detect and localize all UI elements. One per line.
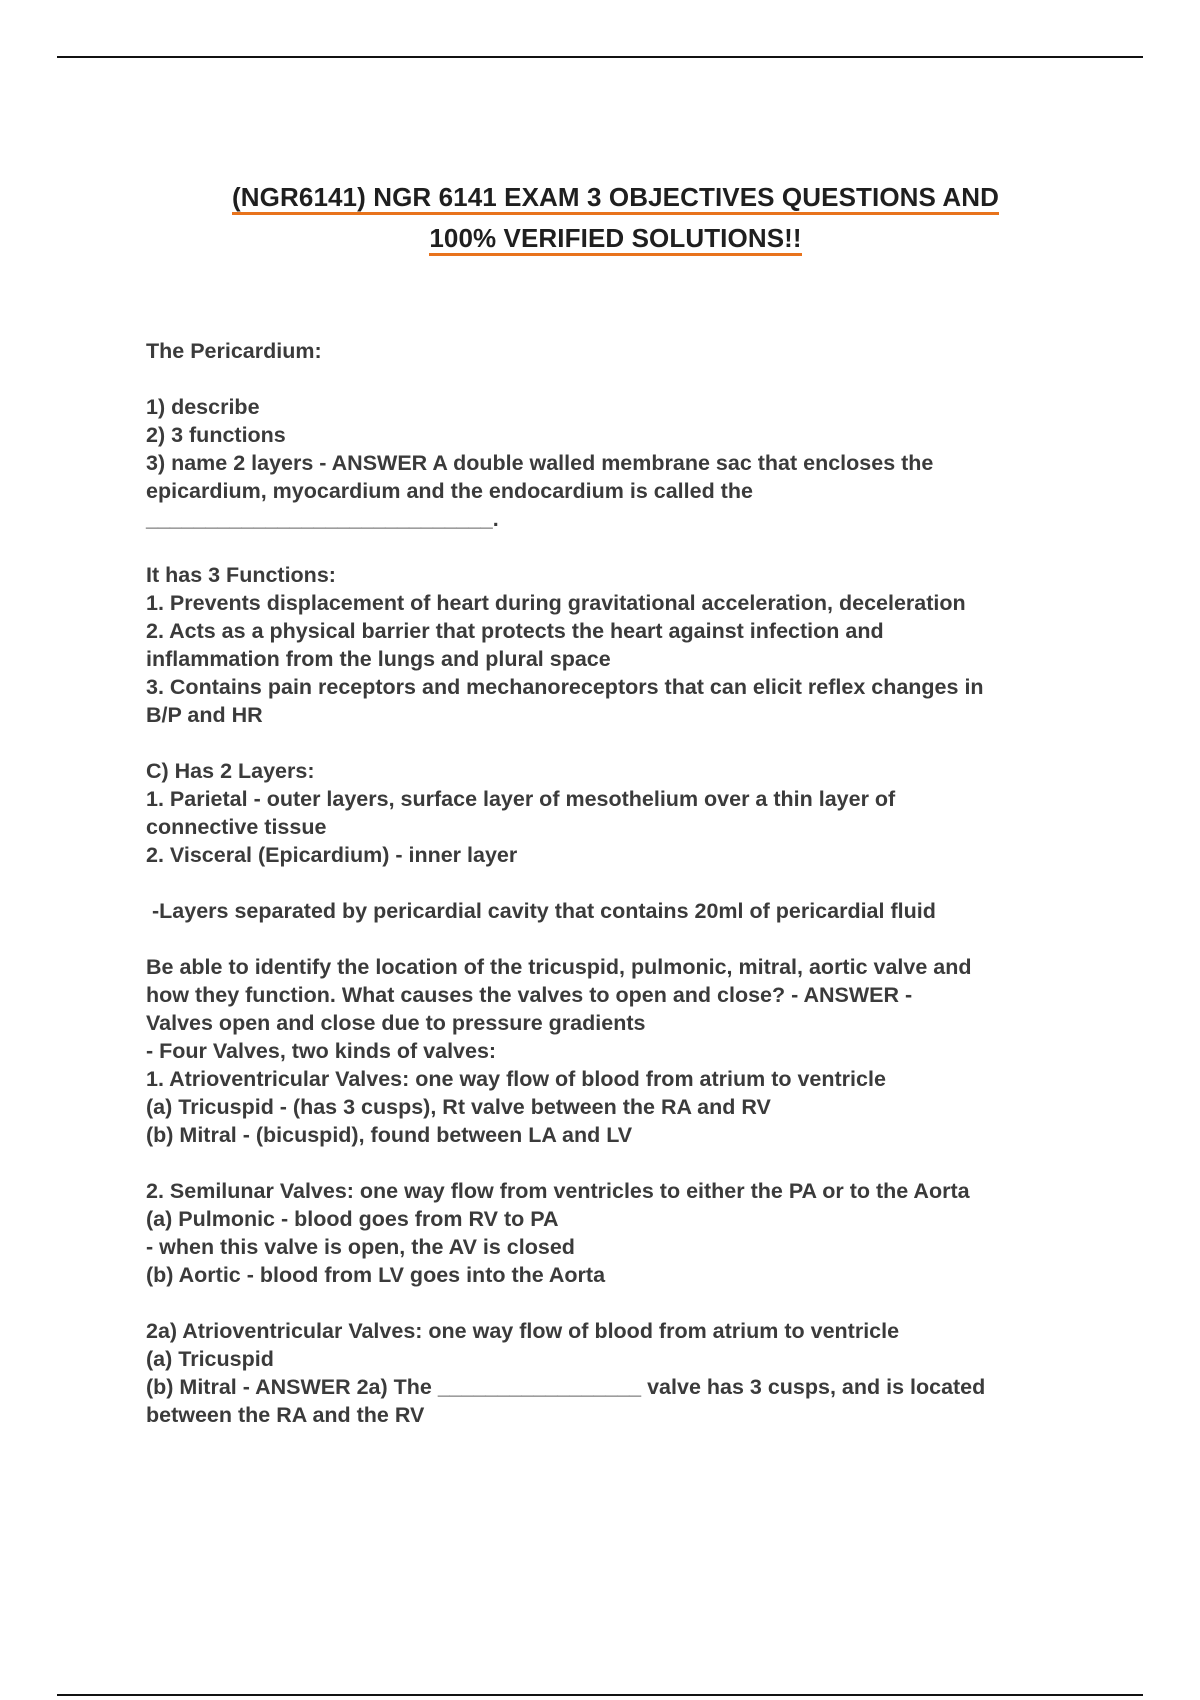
top-rule <box>57 56 1143 58</box>
title-line-1: (NGR6141) NGR 6141 EXAM 3 OBJECTIVES QUESTIONS AND <box>232 182 999 215</box>
text-line: (a) Tricuspid <box>146 1347 274 1371</box>
text-line: -Layers separated by pericardial cavity that contains 20ml of pericardial fluid <box>152 899 936 923</box>
text-line: (b) Aortic - blood from LV goes into the Aorta <box>146 1263 606 1287</box>
document-title <box>120 177 1111 259</box>
paragraph-valves-question <box>146 953 1146 1149</box>
text-line: Be able to identify the location of the tricuspid, pulmonic, mitral, aortic valve and <box>146 955 972 979</box>
paragraph-question-2a <box>146 1317 1146 1429</box>
text-line: 3. Contains pain receptors and mechanoreceptors that can elicit reflex changes in <box>146 675 984 699</box>
paragraph-functions <box>146 561 1146 729</box>
text-line: 2. Semilunar Valves: one way flow from ventricles to either the PA or to the Aorta <box>146 1179 970 1203</box>
text-line: The Pericardium: <box>146 339 322 363</box>
text-line: 2. Acts as a physical barrier that protects the heart against infection and <box>146 619 884 643</box>
text-line: (b) Mitral - ANSWER 2a) The _________________ valve has 3 cusps, and is located <box>146 1375 986 1399</box>
document-body <box>146 337 1146 1429</box>
paragraph-cavity <box>146 897 1146 925</box>
text-line: - when this valve is open, the AV is closed <box>146 1235 575 1259</box>
text-line: B/P and HR <box>146 703 263 727</box>
paragraph-layers <box>146 757 1146 869</box>
text-line: Valves open and close due to pressure gradients <box>146 1011 646 1035</box>
text-line: - Four Valves, two kinds of valves: <box>146 1039 497 1063</box>
text-line: 1. Parietal - outer layers, surface layer of mesothelium over a thin layer of <box>146 787 896 811</box>
title-line-2: 100% VERIFIED SOLUTIONS!! <box>429 223 801 256</box>
text-line: 2. Visceral (Epicardium) - inner layer <box>146 843 518 867</box>
bottom-rule <box>57 1694 1143 1696</box>
paragraph-semilunar <box>146 1177 1146 1289</box>
text-line: 2a) Atrioventricular Valves: one way flow of blood from atrium to ventricle <box>146 1319 900 1343</box>
text-line: epicardium, myocardium and the endocardium is called the <box>146 479 753 503</box>
text-line: It has 3 Functions: <box>146 563 336 587</box>
paragraph-question-1 <box>146 393 1146 533</box>
text-line: (a) Pulmonic - blood goes from RV to PA <box>146 1207 559 1231</box>
text-line: (b) Mitral - (bicuspid), found between LA and LV <box>146 1123 633 1147</box>
blank-answer-line: _____________________________. <box>146 507 499 531</box>
text-line: between the RA and the RV <box>146 1403 425 1427</box>
text-line: 1) describe <box>146 395 260 419</box>
text-line: 1. Prevents displacement of heart during gravitational acceleration, deceleration <box>146 591 966 615</box>
text-line: C) Has 2 Layers: <box>146 759 315 783</box>
text-line: 3) name 2 layers - ANSWER A double walled membrane sac that encloses the <box>146 451 934 475</box>
paragraph-pericardium-heading <box>146 337 1146 365</box>
text-line: 1. Atrioventricular Valves: one way flow of blood from atrium to ventricle <box>146 1067 886 1091</box>
text-line: how they function. What causes the valves to open and close? - ANSWER - <box>146 983 913 1007</box>
text-line: (a) Tricuspid - (has 3 cusps), Rt valve between the RA and RV <box>146 1095 771 1119</box>
text-line: inflammation from the lungs and plural space <box>146 647 611 671</box>
text-line: 2) 3 functions <box>146 423 286 447</box>
text-line: connective tissue <box>146 815 327 839</box>
